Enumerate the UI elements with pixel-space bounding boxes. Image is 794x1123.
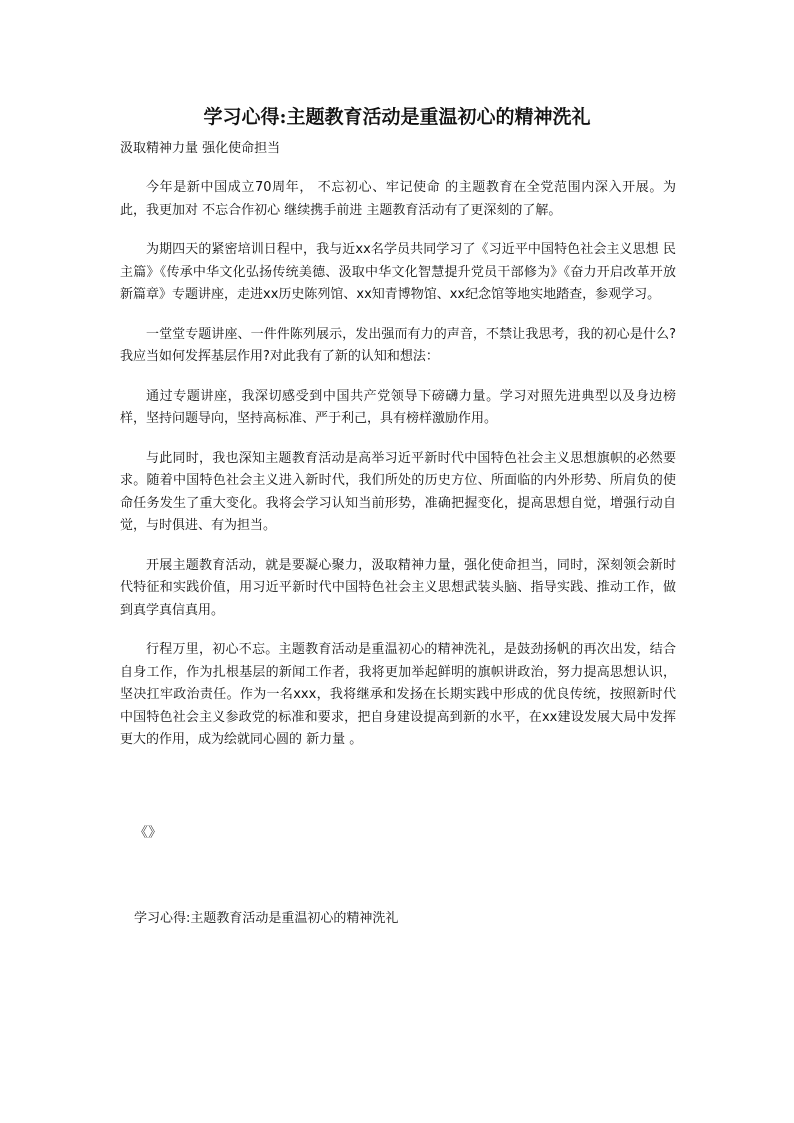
paragraph-3: 一堂堂专题讲座、一件件陈列展示，发出强而有力的声音，不禁让我思考，我的初心是什么?我应当如何发挥基层作用?对此我有了新的认知和想法： bbox=[120, 326, 676, 364]
paragraph-1: 今年是新中国成立70周年， 不忘初心、牢记使命 的主题教育在全党范围内深入开展。为此，我更加对 不忘合作初心 继续携手前进 主题教育活动有了更深刻的了解。 bbox=[120, 180, 676, 218]
paragraph-7: 行程万里，初心不忘。主题教育活动是重温初心的精神洗礼，是鼓劲扬帆的再次出发，结合自身工作，作为扎根基层的新闻工作者，我将更加举起鲜明的旗帜讲政治，努力提高思想认识，坚决扛牢政治责任。作为一名xxx，我将继承和发扬在长期实践中形成的优良传统，按照新时代中国特色社会主义参政党的标准和要求，把自身建设提高到新的水平，在xx建设发展大局中发挥更大的作用，成为绘就同心圆的 新力量 。 bbox=[120, 642, 676, 747]
paragraph-4: 通过专题讲座，我深切感受到中国共产党领导下磅礴力量。学习对照先进典型以及身边榜样，坚持问题导向，坚持高标准、严于利己，具有榜样激励作用。 bbox=[120, 388, 676, 426]
document-title: 学习心得:主题教育活动是重温初心的精神洗礼 bbox=[203, 106, 591, 128]
document-body bbox=[120, 177, 676, 769]
title-marks: 《》 bbox=[134, 825, 162, 841]
paragraph-2: 为期四天的紧密培训日程中，我与近xx名学员共同学习了《习近平中国特色社会主义思想 民主篇》《传承中华文化弘扬传统美德、汲取中华文化智慧提升党员干部修为》《奋力开启改革开放新篇章》专题讲座，走进xx历史陈列馆、xx知青博物馆、xx纪念馆等地实地踏查，参观学习。 bbox=[120, 242, 676, 302]
document-subtitle: 汲取精神力量 强化使命担当 bbox=[120, 141, 281, 156]
paragraph-6: 开展主题教育活动，就是要凝心聚力，汲取精神力量，强化使命担当，同时，深刻领会新时代特征和实践价值，用习近平新时代中国特色社会主义思想武装头脑、指导实践、推动工作，做到真学真信真用。 bbox=[120, 557, 676, 618]
paragraph-5: 与此同时，我也深知主题教育活动是高举习近平新时代中国特色社会主义思想旗帜的必然要求。随着中国特色社会主义进入新时代，我们所处的历史方位、所面临的内外形势、所肩负的使命任务发生了重大变化。我将会学习认知当前形势，准确把握变化，提高思想自觉，增强行动自觉，与时俱进、有为担当。 bbox=[120, 450, 676, 533]
footer-title: 学习心得:主题教育活动是重温初心的精神洗礼 bbox=[134, 911, 399, 926]
